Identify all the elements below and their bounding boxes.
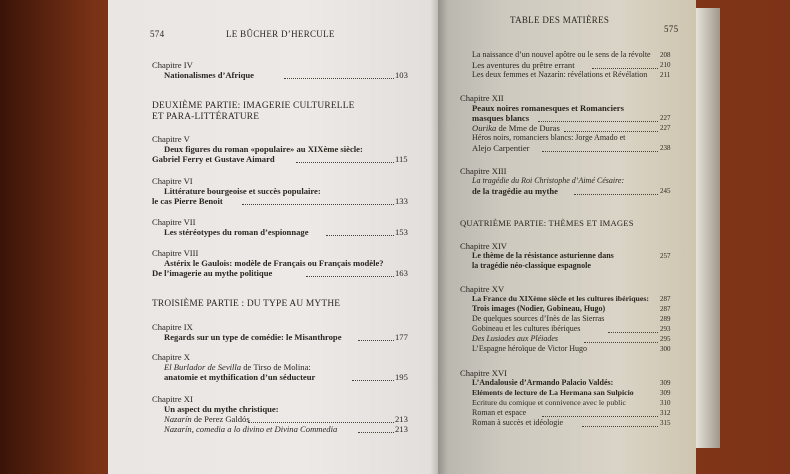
chapter-title: La France du XIXème siècle et les cultures ibériques: bbox=[472, 294, 649, 303]
part-heading: TROISIÈME PARTIE : DU TYPE AU MYTHE bbox=[152, 299, 341, 309]
page-ref: 177 bbox=[395, 332, 408, 342]
chapter-label: Chapitre IX bbox=[152, 322, 193, 332]
part-heading: QUATRIÈME PARTIE: THÈMES ET IMAGES bbox=[460, 218, 634, 228]
title-rest: de Tirso de Molina: bbox=[241, 362, 311, 372]
chapter-title: Le thème de la résistance asturienne dans bbox=[472, 251, 614, 260]
page-ref: 103 bbox=[395, 70, 408, 80]
section-rest: de Mme de Duras bbox=[496, 123, 560, 133]
page-ref: 238 bbox=[660, 144, 671, 152]
section-entry: Gobineau et les cultures ibériques bbox=[472, 324, 581, 333]
page-ref: 227 bbox=[660, 124, 671, 132]
leader-dots bbox=[358, 340, 394, 341]
leader-dots bbox=[542, 151, 658, 152]
leader-dots bbox=[564, 131, 658, 132]
chapter-label: Chapitre XV bbox=[460, 284, 505, 294]
chapter-title: de la tragédie au mythe bbox=[472, 186, 558, 196]
leader-dots bbox=[284, 78, 394, 79]
chapter-title: La tragédie du Roi Christophe d’Aimé Césaire: bbox=[472, 176, 625, 185]
page-ref: 295 bbox=[660, 335, 671, 343]
leader-dots bbox=[582, 426, 658, 427]
leader-dots bbox=[358, 432, 394, 433]
section-entry: L’Espagne héroïque de Victor Hugo bbox=[472, 344, 588, 353]
chapter-title: masques blancs bbox=[472, 113, 530, 123]
chapter-label: Chapitre XIV bbox=[460, 241, 508, 251]
book-gutter bbox=[430, 0, 448, 474]
chapter-label: Chapitre X bbox=[152, 352, 190, 362]
chapter-label: Chapitre XVI bbox=[460, 368, 508, 378]
page-ref: 300 bbox=[660, 345, 671, 353]
page-ref: 210 bbox=[660, 61, 671, 69]
running-head: LE BÛCHER D’HERCULE bbox=[226, 29, 335, 39]
leader-dots bbox=[242, 204, 394, 205]
leader-dots bbox=[248, 422, 394, 423]
leader-dots bbox=[306, 276, 394, 277]
page-ref: 163 bbox=[395, 268, 408, 278]
page-ref: 213 bbox=[395, 414, 408, 424]
chapter-title: anatomie et mythification d’un séducteur bbox=[164, 372, 316, 382]
page-number: 575 bbox=[664, 24, 679, 34]
leader-dots bbox=[542, 416, 658, 417]
chapter-title: Trois images (Nodier, Gobineau, Hugo) bbox=[472, 304, 606, 313]
page-ref: 312 bbox=[660, 409, 671, 417]
chapter-label: Chapitre XIII bbox=[460, 166, 507, 176]
chapter-title: Peaux noires romanesques et Romanciers bbox=[472, 103, 624, 113]
page-ref: 287 bbox=[660, 295, 671, 303]
section-entry: Ecriture du comique et connivence avec le public bbox=[472, 398, 626, 407]
book-page-edges bbox=[696, 8, 720, 448]
chapter-title: Astérix le Gaulois: modèle de Français ou Français modèle? bbox=[164, 258, 384, 268]
chapter-title: De l’imagerie au mythe politique bbox=[152, 268, 273, 278]
chapter-label: Chapitre XII bbox=[460, 93, 504, 103]
running-head: TABLE DES MATIÈRES bbox=[510, 15, 610, 25]
page-ref: 315 bbox=[660, 419, 671, 427]
chapter-label: Chapitre VI bbox=[152, 176, 193, 186]
section-entry: Roman à succès et idéologie bbox=[472, 418, 564, 427]
page-ref: 115 bbox=[395, 154, 408, 164]
section-entry: De quelques sources d’Inès de las Sierras bbox=[472, 314, 605, 323]
leader-dots bbox=[326, 235, 394, 236]
page-ref: 309 bbox=[660, 389, 671, 397]
chapter-label: Chapitre VII bbox=[152, 217, 196, 227]
section-entry: La naissance d’un nouvel apôtre ou le sens de la révolte bbox=[472, 50, 651, 59]
section-entry: Roman et espace bbox=[472, 408, 527, 417]
chapter-title: Deux figures du roman «populaire» au XIXème siècle: bbox=[164, 144, 363, 154]
section-entry: Alejo Carpentier bbox=[472, 143, 530, 153]
chapter-label: Chapitre VIII bbox=[152, 248, 199, 258]
chapter-label: Chapitre V bbox=[152, 134, 190, 144]
section-entry: Les deux femmes et Nazarín: révélations et Révélation bbox=[472, 70, 648, 79]
page-number: 574 bbox=[150, 29, 165, 39]
leader-dots bbox=[608, 332, 658, 333]
title-italic: El Burlador de Sevilla bbox=[164, 362, 242, 372]
left-page bbox=[108, 0, 438, 474]
page-ref: 153 bbox=[395, 227, 408, 237]
leader-dots bbox=[352, 380, 394, 381]
section-entry: Nazarín, comedia a lo divino et Divina Commedia bbox=[164, 424, 338, 434]
section-italic: Nazarín bbox=[164, 414, 192, 424]
leader-dots bbox=[584, 342, 658, 343]
page-ref: 287 bbox=[660, 305, 671, 313]
section-entry bbox=[164, 414, 250, 424]
leader-dots bbox=[296, 162, 394, 163]
chapter-title bbox=[164, 362, 311, 372]
chapter-title: le cas Pierre Benoit bbox=[152, 196, 223, 206]
page-ref: 293 bbox=[660, 325, 671, 333]
chapter-title: la tragédie néo-classique espagnole bbox=[472, 261, 591, 270]
part-heading: ET PARA-LITTÉRATURE bbox=[152, 112, 260, 122]
page-ref: 208 bbox=[660, 51, 671, 59]
right-page bbox=[438, 0, 696, 474]
leader-dots bbox=[538, 121, 658, 122]
page-ref: 211 bbox=[660, 71, 671, 79]
chapter-title: Regards sur un type de comédie: le Misanthrope bbox=[164, 332, 342, 342]
chapter-title: Gabriel Ferry et Gustave Aimard bbox=[152, 154, 275, 164]
chapter-label: Chapitre XI bbox=[152, 394, 193, 404]
chapter-title: Un aspect du mythe christique: bbox=[164, 404, 279, 414]
chapter-title: Littérature bourgeoise et succès populaire: bbox=[164, 186, 321, 196]
page-ref: 309 bbox=[660, 379, 671, 387]
chapter-title: L’Andalousie d’Armando Palacio Valdés: bbox=[472, 378, 614, 387]
chapter-label: Chapitre IV bbox=[152, 60, 193, 70]
page-ref: 289 bbox=[660, 315, 671, 323]
page-ref: 257 bbox=[660, 252, 671, 260]
part-heading: DEUXIÈME PARTIE: IMAGERIE CULTURELLE bbox=[152, 101, 355, 111]
leader-dots bbox=[592, 68, 658, 69]
page-ref: 310 bbox=[660, 399, 671, 407]
chapter-title: Les stéréotypes du roman d’espionnage bbox=[164, 227, 309, 237]
section-entry: Héros noirs, romanciers blancs: Jorge Amado et bbox=[472, 133, 626, 142]
page-ref: 245 bbox=[660, 187, 671, 195]
section-entry: Les aventures du prêtre errant bbox=[472, 60, 575, 70]
page-ref: 195 bbox=[395, 372, 408, 382]
section-entry bbox=[472, 123, 560, 133]
section-italic: Ourika bbox=[472, 123, 497, 133]
page-ref: 213 bbox=[395, 424, 408, 434]
page-ref: 133 bbox=[395, 196, 408, 206]
section-rest: de Perez Galdós bbox=[191, 414, 250, 424]
page-ref: 227 bbox=[660, 114, 671, 122]
chapter-title: Eléments de lecture de La Hermana san Sulpicio bbox=[472, 388, 634, 397]
chapter-title: Nationalismes d’Afrique bbox=[164, 70, 254, 80]
leader-dots bbox=[574, 194, 658, 195]
section-entry: Des Lusiades aux Pléiades bbox=[472, 334, 558, 343]
